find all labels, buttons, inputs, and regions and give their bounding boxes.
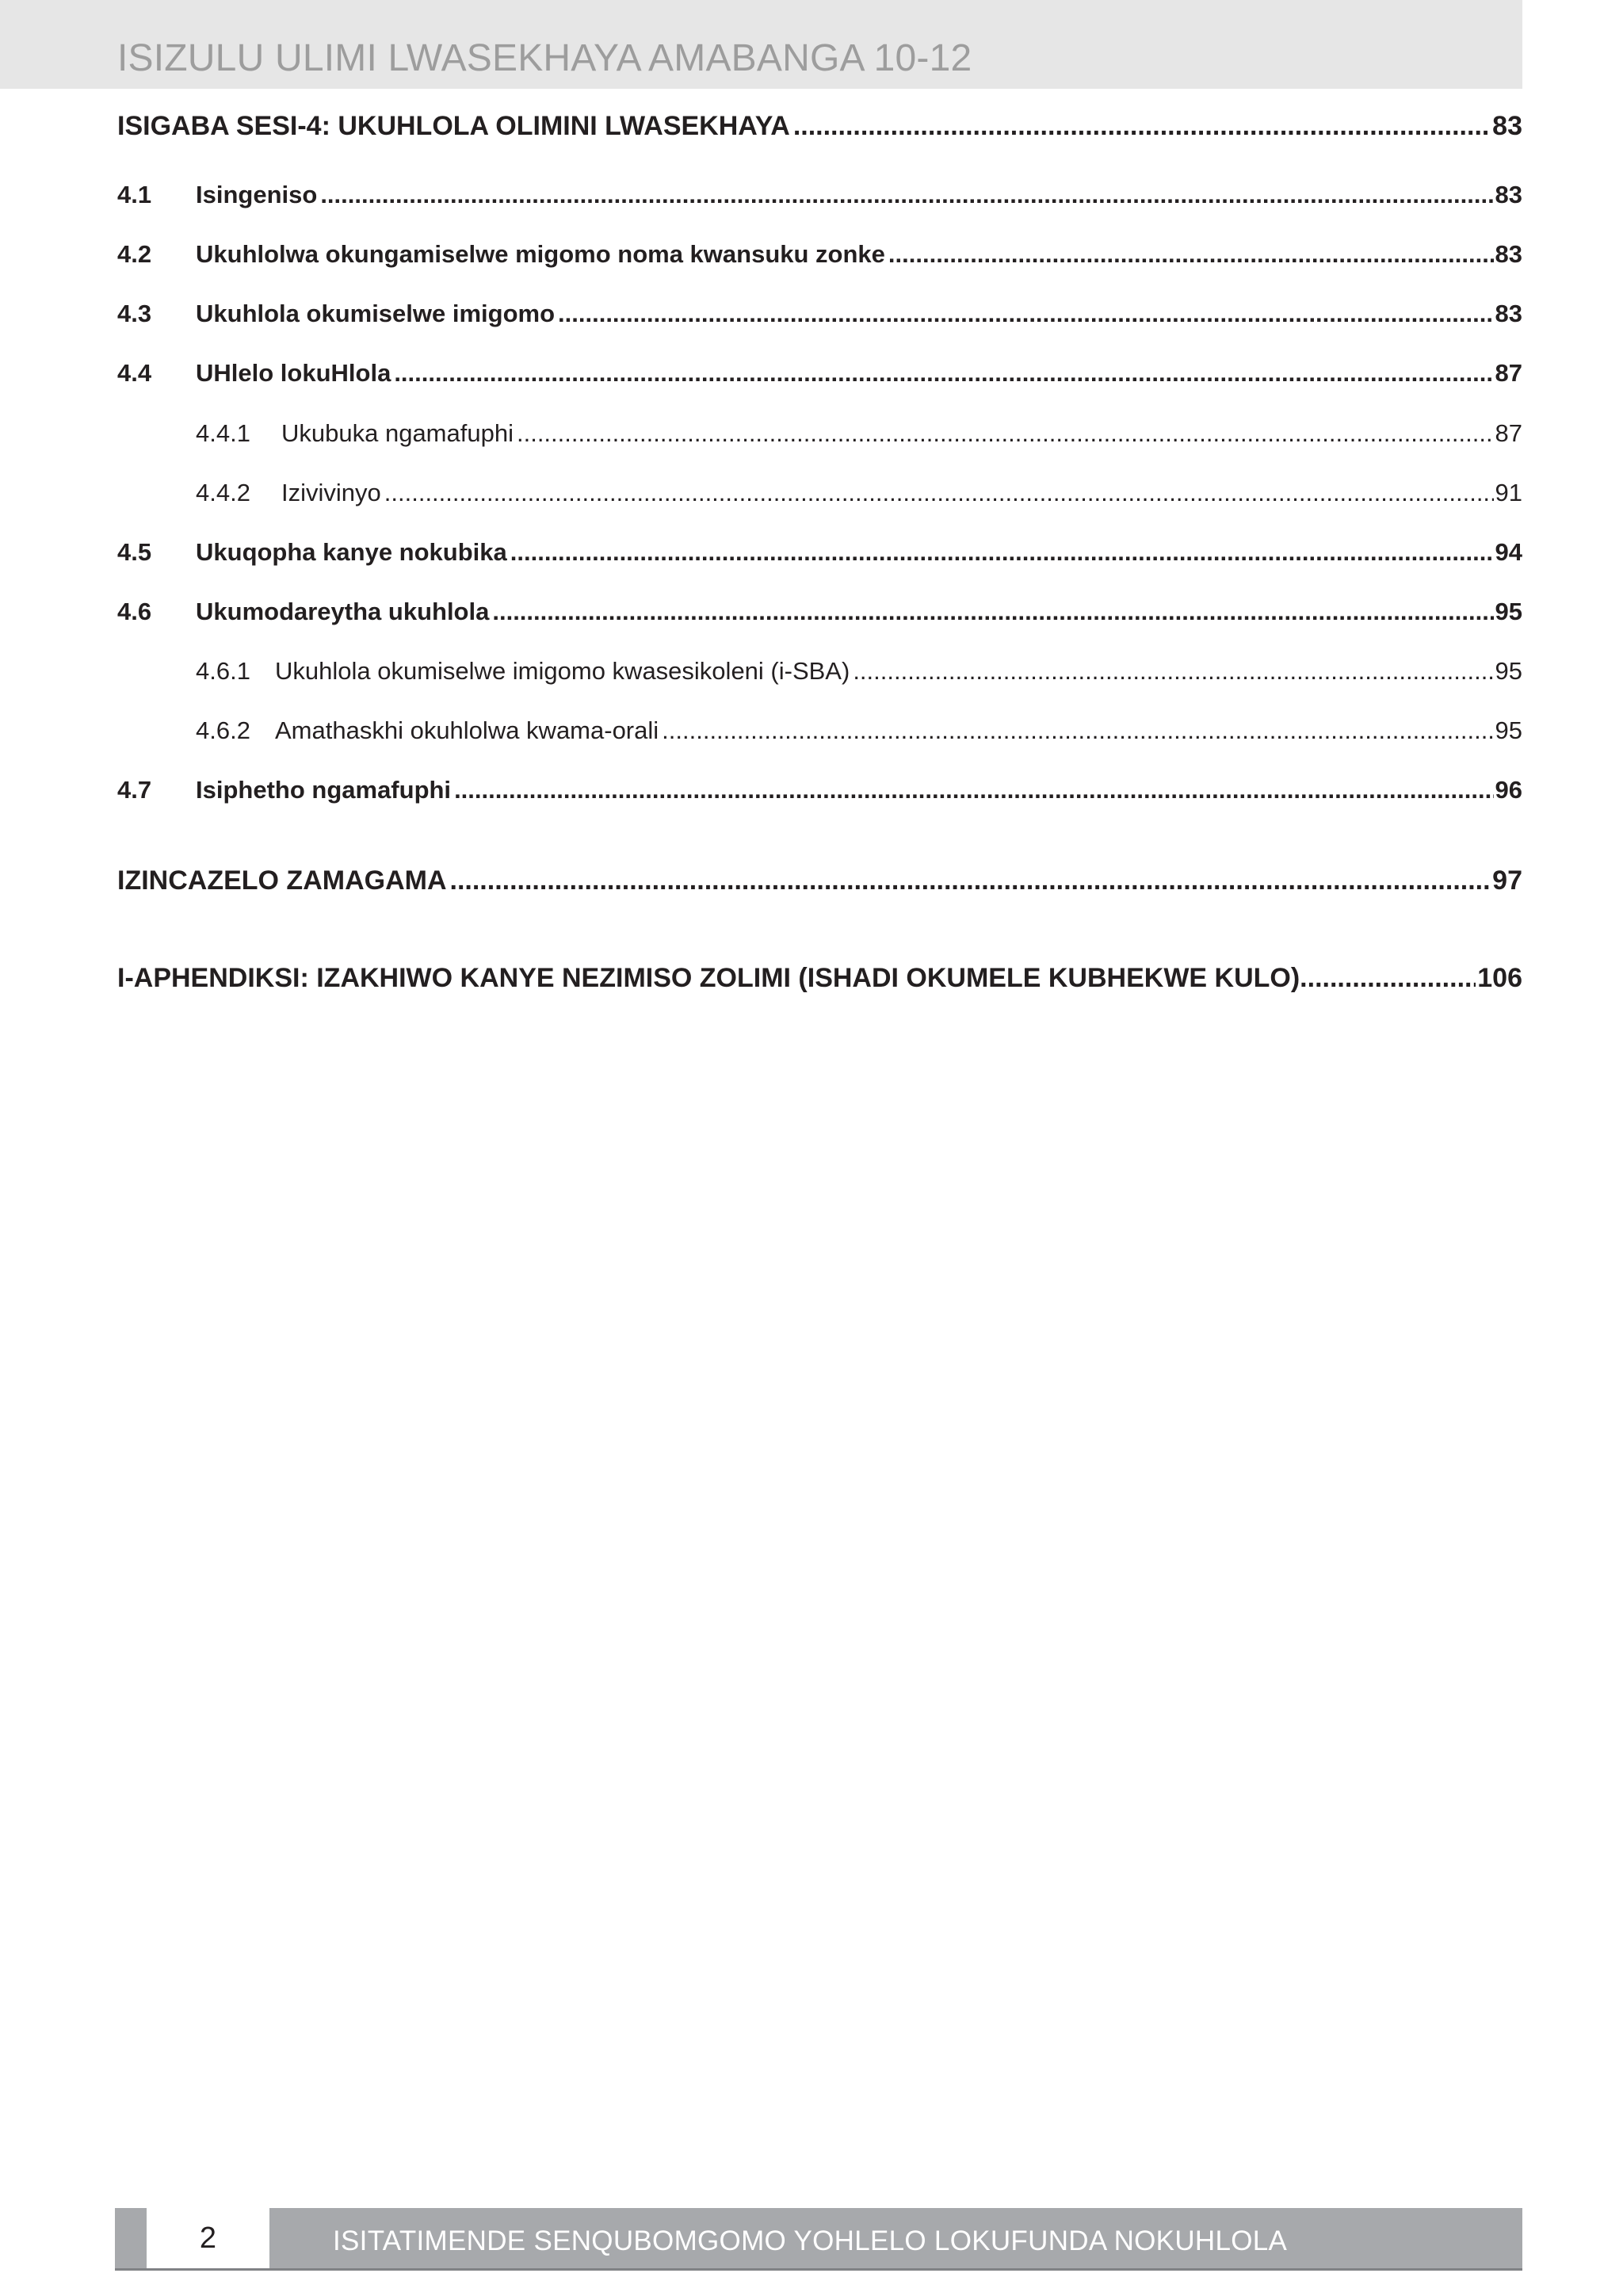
- toc-page-number: 95: [1495, 657, 1522, 685]
- toc-page-number: 83: [1492, 111, 1522, 141]
- footer-document-title: ISITATIMENDE SENQUBOMGOMO YOHLELO LOKUFUNDA NOKUHLOLA: [333, 2225, 1288, 2256]
- dot-leader: [394, 359, 1493, 388]
- dot-leader: [517, 419, 1494, 448]
- toc-section-number: 4.4: [117, 359, 152, 387]
- dot-leader: [510, 538, 1494, 567]
- toc-page-number: 94: [1495, 538, 1522, 566]
- toc-subsection-number: 4.4.1: [196, 419, 250, 447]
- toc-page-number: 95: [1495, 716, 1522, 744]
- toc-entry-appendix[interactable]: [117, 963, 1522, 994]
- dot-leader: [558, 300, 1493, 328]
- toc-section-number: 4.2: [117, 240, 152, 268]
- dot-leader: [320, 181, 1493, 209]
- toc-section-number: 4.6: [117, 598, 152, 625]
- toc-entry-title: UHlelo lokuHlola: [196, 359, 391, 387]
- toc-entry-4-5[interactable]: [117, 538, 1522, 567]
- toc-entry-4-2[interactable]: [117, 240, 1522, 269]
- toc-page-number: 91: [1495, 479, 1522, 506]
- footer-page-number-box: [147, 2208, 269, 2268]
- dot-leader: [888, 240, 1494, 269]
- toc-page-number: 97: [1492, 865, 1522, 896]
- toc-entry-title: Isingeniso: [196, 181, 318, 208]
- dot-leader: [450, 865, 1491, 896]
- toc-entry-4-7[interactable]: [117, 776, 1522, 804]
- toc-entry-4-6-1[interactable]: [117, 657, 1522, 686]
- toc-page-number: 87: [1495, 359, 1522, 387]
- toc-page-number: 106: [1477, 963, 1522, 993]
- toc-page-number: 96: [1495, 776, 1522, 804]
- toc-entry-4-4[interactable]: [117, 359, 1522, 388]
- toc-entry-title: Ukuhlola okumiselwe imigomo kwasesikoleni (i-SBA): [275, 657, 850, 685]
- toc-entry-title: Ukuhlola okumiselwe imigomo: [196, 300, 556, 327]
- footer-page-number: 2: [199, 2221, 217, 2255]
- toc-entry-title: Ukuhlolwa okungamiselwe migomo noma kwansuku zonke: [196, 240, 885, 268]
- dot-leader: [853, 657, 1493, 686]
- dot-leader: [1308, 963, 1476, 994]
- toc-entry-chapter-4[interactable]: [117, 111, 1522, 142]
- toc-page-number: 83: [1495, 181, 1522, 208]
- toc-subsection-number: 4.6.1: [196, 657, 250, 685]
- toc-section-number: 4.3: [117, 300, 152, 327]
- dot-leader: [793, 111, 1491, 142]
- toc-entry-4-1[interactable]: [117, 181, 1522, 209]
- toc-page-number: 83: [1495, 240, 1522, 268]
- toc-entry-4-4-2[interactable]: [117, 479, 1522, 507]
- toc-entry-title: Ukuqopha kanye nokubika: [196, 538, 507, 566]
- dot-leader: [454, 776, 1493, 804]
- running-header-title: ISIZULU ULIMI LWASEKHAYA AMABANGA 10-12: [117, 37, 972, 79]
- footer-divider: [115, 2268, 1522, 2271]
- toc-section-number: 4.1: [117, 181, 152, 208]
- toc-entry-glossary[interactable]: [117, 865, 1522, 896]
- dot-leader: [384, 479, 1494, 507]
- toc-entry-title: Izivivinyo: [281, 479, 381, 506]
- toc-subsection-number: 4.6.2: [196, 716, 250, 744]
- page-footer: [115, 2208, 1522, 2268]
- toc-subsection-number: 4.4.2: [196, 479, 250, 506]
- toc-entry-title: Amathaskhi okuhlolwa kwama-orali: [275, 716, 659, 744]
- toc-section-number: 4.7: [117, 776, 152, 804]
- toc-entry-title: IZINCAZELO ZAMAGAMA: [117, 865, 447, 896]
- toc-entry-title: Isiphetho ngamafuphi: [196, 776, 452, 804]
- toc-section-number: 4.5: [117, 538, 152, 566]
- toc-entry-title: I-APHENDIKSI: IZAKHIWO KANYE NEZIMISO ZOLIMI (ISHADI OKUMELE KUBHEKWE KULO).: [117, 963, 1308, 993]
- toc-page-number: 95: [1495, 598, 1522, 625]
- toc-entry-title: Ukumodareytha ukuhlola: [196, 598, 490, 625]
- dot-leader: [492, 598, 1493, 626]
- toc-entry-title: ISIGABA SESI-4: UKUHLOLA OLIMINI LWASEKHAYA: [117, 111, 790, 141]
- dot-leader: [662, 716, 1493, 745]
- toc-page-number: 87: [1495, 419, 1522, 447]
- toc-entry-4-3[interactable]: [117, 300, 1522, 328]
- header-band: [0, 0, 1522, 89]
- toc-entry-4-6[interactable]: [117, 598, 1522, 626]
- toc-entry-4-4-1[interactable]: [117, 419, 1522, 448]
- toc-entry-title: Ukubuka ngamafuphi: [281, 419, 514, 447]
- toc-page-number: 83: [1495, 300, 1522, 327]
- toc-entry-4-6-2[interactable]: [117, 716, 1522, 745]
